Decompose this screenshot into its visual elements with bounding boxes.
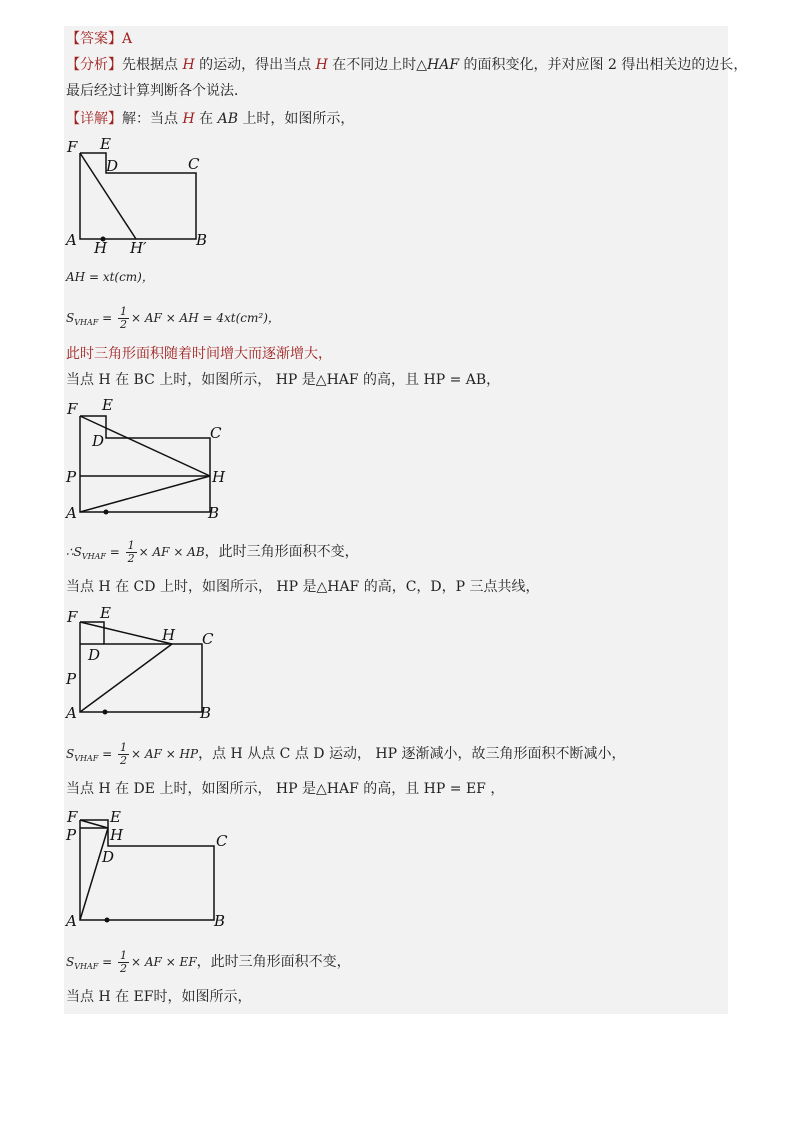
case-ef-text: 当点 H 在 EF时，如图所示， bbox=[66, 989, 252, 1005]
figure-2 bbox=[64, 398, 234, 524]
equation-tail: ，点 H 从点 C 点 D 运动， HP 逐渐减小，故三角形面积不断减小， bbox=[198, 746, 626, 762]
label-h-prime: H′ bbox=[130, 239, 147, 255]
equation-5: $S_{VHAF}$ = $\frac{1}{2}$ × AF × EF，此时三角形面积不变， bbox=[66, 949, 351, 975]
fraction-denominator: 2 bbox=[120, 962, 128, 975]
area-symbol: ∴S bbox=[66, 545, 82, 559]
analysis-line-1 bbox=[66, 56, 747, 74]
fraction-half bbox=[118, 306, 129, 331]
equation-tail: ，此时三角形面积不变， bbox=[196, 954, 351, 970]
fraction-denominator: 2 bbox=[120, 318, 128, 331]
fraction-denominator: 2 bbox=[120, 754, 128, 767]
label-b: B bbox=[214, 912, 226, 930]
analysis-tag: 【分析】 bbox=[66, 57, 122, 73]
label-c: C bbox=[210, 424, 222, 442]
label-c: C bbox=[202, 630, 214, 648]
fraction-numerator: 1 bbox=[127, 539, 135, 552]
label-d: D bbox=[102, 848, 115, 866]
equation-body: × AF × AB bbox=[138, 545, 205, 559]
label-a: A bbox=[66, 231, 77, 249]
area-symbol: S bbox=[66, 747, 75, 761]
detail-tag: 【详解】 bbox=[66, 111, 122, 127]
area-subscript: VHAF bbox=[74, 962, 99, 971]
label-b: B bbox=[196, 231, 208, 249]
answer-value: A bbox=[122, 31, 133, 47]
var-h: H bbox=[182, 57, 195, 73]
area-symbol: S bbox=[66, 311, 75, 325]
label-c: C bbox=[216, 832, 228, 850]
figure-3 bbox=[64, 604, 234, 724]
point-dot bbox=[103, 710, 108, 715]
label-a: A bbox=[66, 504, 77, 522]
fraction-half bbox=[118, 742, 129, 767]
figure-1 bbox=[64, 135, 214, 255]
label-p: P bbox=[66, 468, 77, 486]
point-dot bbox=[104, 510, 109, 515]
answer-line bbox=[66, 30, 132, 48]
fraction-numerator: 1 bbox=[120, 949, 128, 962]
area-symbol: S bbox=[66, 955, 75, 969]
label-e: E bbox=[102, 398, 113, 414]
answer-tag: 【答案】 bbox=[66, 31, 122, 47]
label-h: H bbox=[94, 239, 108, 255]
fraction-numerator: 1 bbox=[120, 305, 128, 318]
label-e: E bbox=[110, 808, 121, 826]
label-f: F bbox=[67, 808, 78, 826]
detail-text: 上时，如图所示， bbox=[242, 111, 355, 127]
fraction-half bbox=[126, 540, 137, 565]
equation-unit: (cm²)， bbox=[235, 311, 280, 325]
area-subscript: VHAF bbox=[74, 754, 99, 763]
detail-text: 在 bbox=[199, 111, 214, 127]
label-b: B bbox=[200, 704, 212, 722]
analysis-text: 的运动，得出当点 bbox=[199, 57, 312, 73]
point-dot bbox=[105, 918, 110, 923]
label-c: C bbox=[188, 155, 200, 173]
label-f: F bbox=[67, 400, 78, 418]
label-a: A bbox=[66, 912, 77, 930]
fraction-denominator: 2 bbox=[127, 552, 135, 565]
paragraph-1: 此时三角形面积随着时间增大而逐渐增大， bbox=[66, 346, 332, 362]
label-h: H bbox=[162, 626, 176, 644]
analysis-line-2: 最后经过计算判断各个说法． bbox=[66, 83, 248, 99]
area-subscript: VHAF bbox=[74, 318, 99, 327]
label-d: D bbox=[88, 646, 101, 664]
equation-1: AH = xt(cm)， bbox=[66, 270, 154, 284]
var-h: H bbox=[182, 111, 195, 127]
label-h: H bbox=[212, 468, 226, 486]
area-subscript: VHAF bbox=[81, 552, 106, 561]
label-p: P bbox=[66, 826, 77, 844]
label-e: E bbox=[100, 135, 111, 153]
analysis-text: 在不同边上时△ bbox=[332, 57, 428, 73]
case-bc-text: 当点 H 在 BC 上时，如图所示， HP 是△HAF 的高，且 HP = AB， bbox=[66, 372, 501, 388]
fraction-numerator: 1 bbox=[120, 741, 128, 754]
label-d: D bbox=[92, 432, 105, 450]
detail-text: 解：当点 bbox=[122, 111, 178, 127]
equation-body: × AF × EF bbox=[131, 955, 197, 969]
label-f: F bbox=[67, 608, 78, 626]
equation-2: $S_{VHAF}$ = $\frac{1}{2}$ × AF × AH = 4xt(cm²)， bbox=[66, 305, 280, 331]
equation-body: × AF × HP bbox=[131, 747, 199, 761]
label-h: H bbox=[110, 826, 124, 844]
label-f: F bbox=[67, 138, 78, 156]
analysis-text: 先根据点 bbox=[122, 57, 178, 73]
detail-line bbox=[66, 110, 354, 128]
equation-body: × AF × AH = 4xt bbox=[131, 311, 236, 325]
case-de-text: 当点 H 在 DE 上时，如图所示， HP 是△HAF 的高，且 HP = EF ， bbox=[66, 781, 505, 797]
case-cd-text: 当点 H 在 CD 上时，如图所示， HP 是△HAF 的高，C，D，P 三点共线， bbox=[66, 579, 540, 595]
equation-tail: ，此时三角形面积不变， bbox=[204, 544, 359, 560]
equation-4: $S_{VHAF}$ = $\frac{1}{2}$ × AF × HP，点 H 从点 C 点 D 运动， HP 逐渐减小，故三角形面积不断减小， bbox=[66, 741, 626, 767]
figure-4 bbox=[64, 806, 244, 932]
analysis-text: 的面积变化，并对应图 2 得出相关边的边长， bbox=[463, 57, 748, 73]
var-haf: HAF bbox=[427, 57, 460, 73]
label-b: B bbox=[208, 504, 220, 522]
label-a: A bbox=[66, 704, 77, 722]
fraction-half bbox=[118, 950, 129, 975]
label-d: D bbox=[106, 157, 119, 175]
equation-3: $\therefore S_{VHAF}$ = $\frac{1}{2}$ × AF × AB，此时三角形面积不变， bbox=[66, 539, 359, 565]
label-e: E bbox=[100, 604, 111, 622]
label-p: P bbox=[66, 670, 77, 688]
var-h: H bbox=[315, 57, 328, 73]
var-ab: AB bbox=[217, 111, 238, 127]
